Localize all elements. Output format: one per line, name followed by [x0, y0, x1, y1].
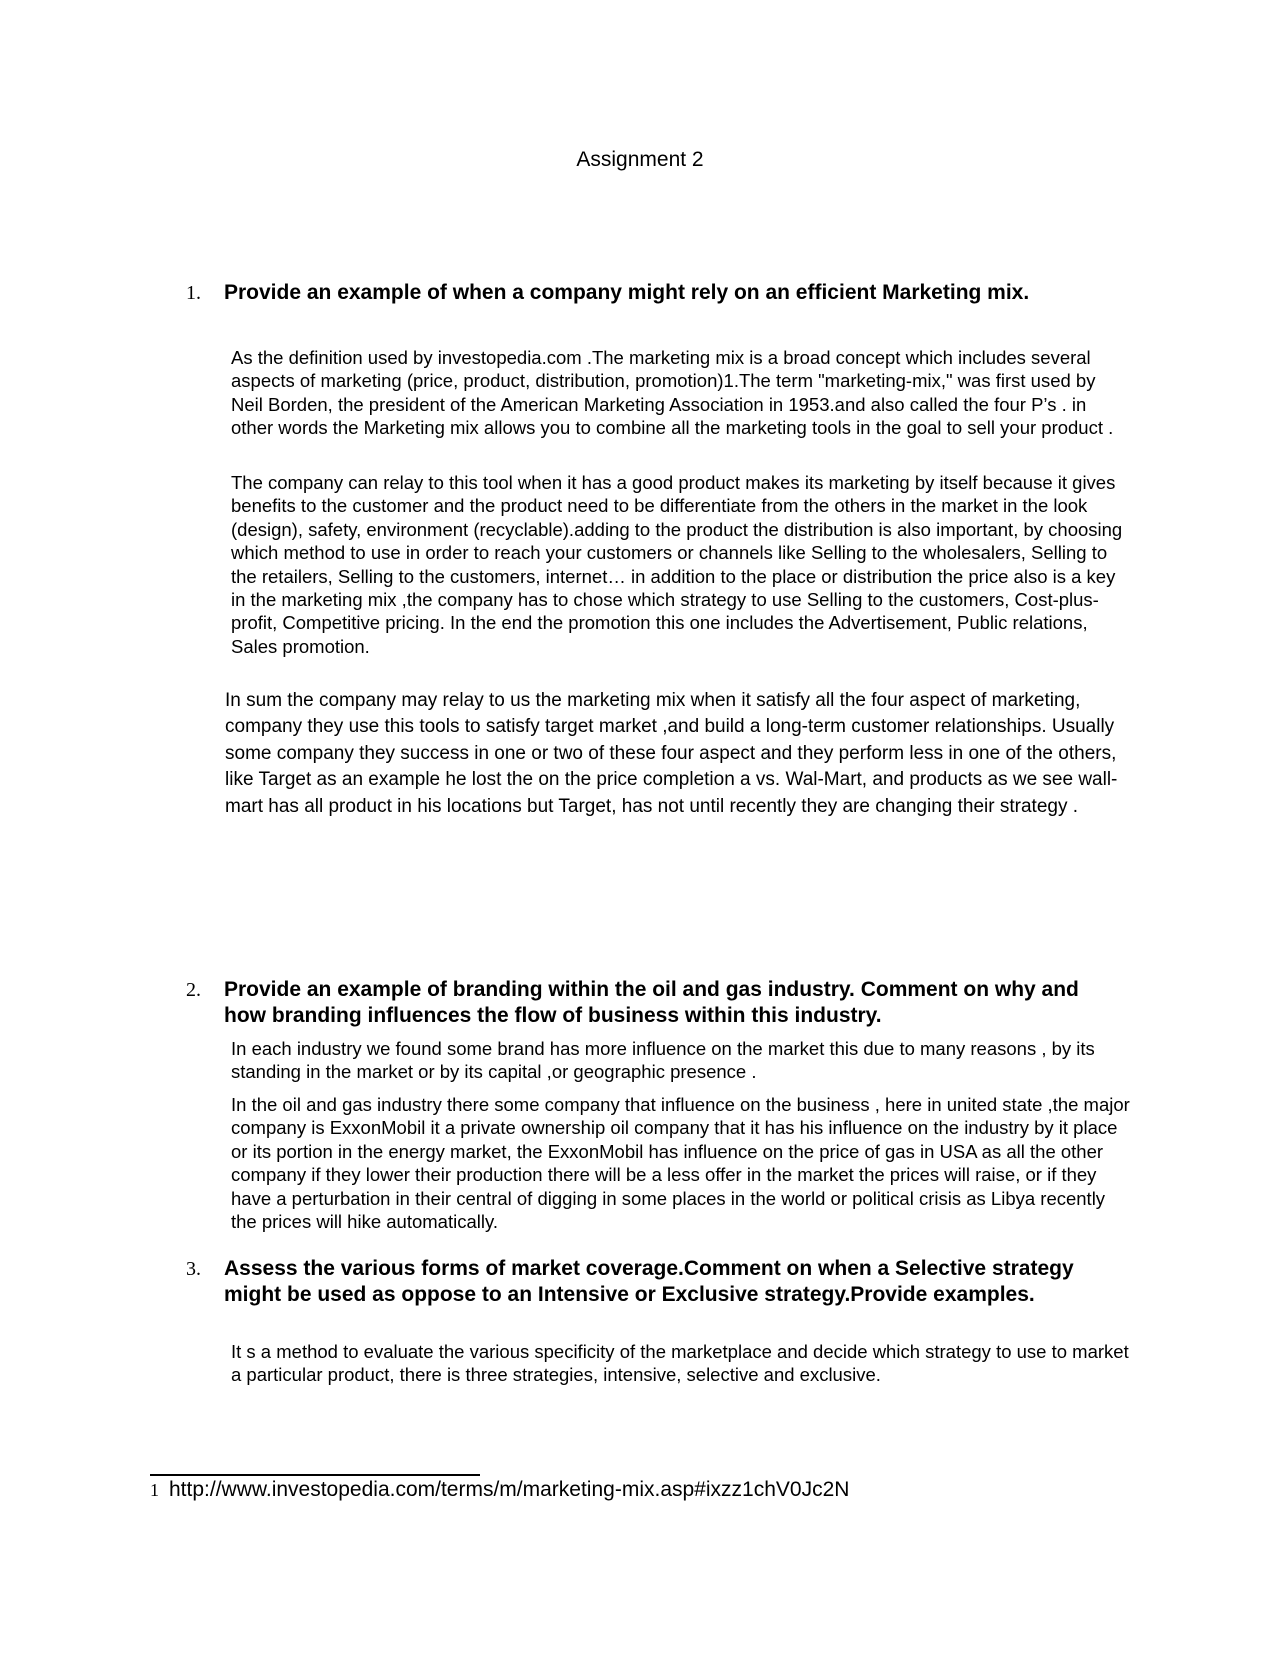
paragraph: As the definition used by investopedia.com .The marketing mix is a broad concept which includes several aspects of marketing (price, product, distribution, promotion)1.The term "marketing-mix," was first used by Neil Borden, the president of the American Marketing Association in 1953.and also called the four P’s . in other words the Marketing mix allows you to combine all the marketing tools in the goal to sell your product . — [231, 347, 1114, 439]
footnote-link[interactable]: http://www.investopedia.com/terms/m/marketing-mix.asp#ixzz1chV0Jc2N — [169, 1478, 850, 1501]
question-number: 3. — [186, 1258, 201, 1280]
footnote-mark: 1 — [150, 1480, 159, 1500]
question-number: 1. — [186, 282, 201, 304]
question-2 — [186, 977, 1126, 1029]
question-1 — [186, 280, 1126, 306]
footnote-separator — [150, 1474, 480, 1476]
question-text: Provide an example of branding within the oil and gas industry. Comment on why and how branding influences the flow of business within this industry. — [224, 978, 1079, 1027]
paragraph: In sum the company may relay to us the marketing mix when it satisfy all the four aspect of marketing, company they use this tools to satisfy target market ,and build a long-term customer relationships. Usually some company they success in one or two of these four aspect and they perform less in one of the others, like Target as an example he lost the on the price completion a vs. Wal-Mart, and products as we see wall-mart has all product in his locations but Target, has not until recently they are changing their strategy . — [225, 690, 1118, 817]
question-text: Assess the various forms of market coverage.Comment on when a Selective strategy might be used as oppose to an Intensive or Exclusive strategy.Provide examples. — [224, 1257, 1074, 1306]
paragraph: It s a method to evaluate the various specificity of the marketplace and decide which strategy to use to market a particular product, there is three strategies, intensive, selective and exclusive. — [231, 1341, 1129, 1386]
footnote — [150, 1478, 849, 1502]
paragraph: In the oil and gas industry there some company that influence on the business , here in united state ,the major company is ExxonMobil it a private ownership oil company that it has his influence on the industry by it place or its portion in the energy market, the ExxonMobil has influence on the price of gas in USA as all the other company if they lower their production there will be a less offer in the market the prices will raise, or if they have a perturbation in their central of digging in some places in the world or political crisis as Libya recently the prices will hike automatically. — [231, 1094, 1130, 1233]
question-3 — [186, 1256, 1126, 1308]
question-text: Provide an example of when a company might rely on an efficient Marketing mix. — [224, 281, 1030, 304]
question-number: 2. — [186, 979, 201, 1001]
document-title: Assignment 2 — [576, 148, 704, 171]
paragraph: The company can relay to this tool when it has a good product makes its marketing by itself because it gives benefits to the customer and the product need to be differentiate from the others in the market in the look (design), safety, environment (recyclable).adding to the product the distribution is also important, by choosing which method to use in order to reach your customers or channels like Selling to the wholesalers, Selling to the retailers, Selling to the customers, internet… in addition to the place or distribution the price also is a key in the marketing mix ,the company has to chose which strategy to use Selling to the customers, Cost-plus-profit, Competitive pricing. In the end the promotion this one includes the Advertisement, Public relations, Sales promotion. — [231, 472, 1123, 657]
paragraph: In each industry we found some brand has more influence on the market this due to many reasons , by its standing in the market or by its capital ,or geographic presence . — [231, 1038, 1095, 1083]
